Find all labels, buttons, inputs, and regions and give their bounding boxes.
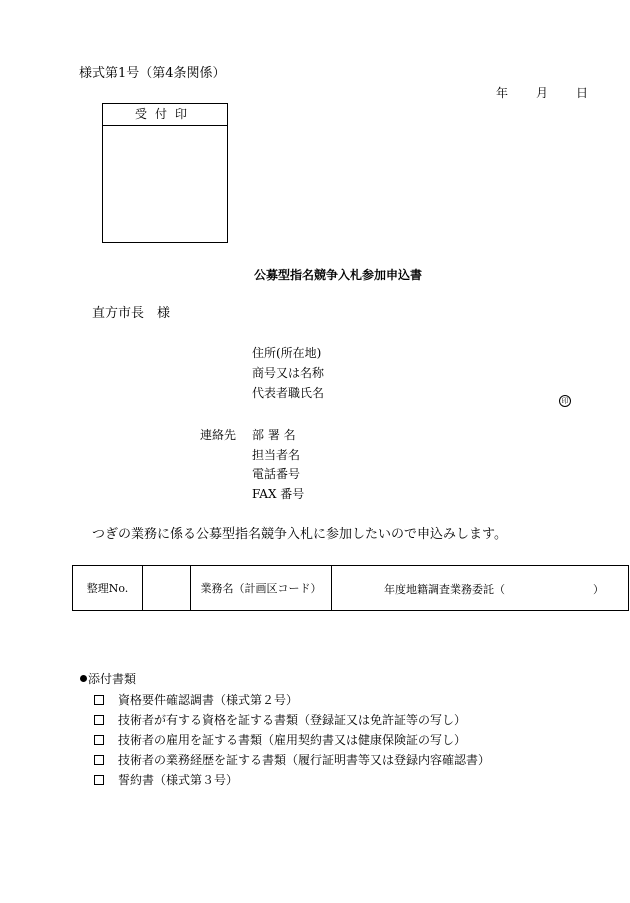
list-item — [94, 713, 466, 728]
work-name-value: 年度地籍調査業務委託（ — [384, 583, 505, 596]
reception-stamp-header: 受付印 — [103, 104, 227, 126]
representative-label: 代表者職氏名 — [252, 386, 325, 400]
form-number: 様式第1号（第4条関係） — [79, 66, 226, 81]
attachments-heading — [80, 672, 136, 687]
work-name-close-paren: ） — [593, 583, 604, 596]
attachment-label: 誓約書（様式第３号） — [118, 773, 239, 787]
attachment-label: 技術者が有する資格を証する書類（登録証又は免許証等の写し） — [118, 713, 467, 727]
checkbox-icon — [94, 775, 104, 785]
table-row — [73, 566, 629, 611]
list-item — [94, 753, 490, 768]
checkbox-icon — [94, 735, 104, 745]
attachment-label: 資格要件確認調書（様式第２号） — [118, 693, 299, 707]
list-item — [94, 693, 298, 708]
fax-label: FAX 番号 — [252, 487, 305, 501]
addressee: 直方市長 様 — [92, 306, 171, 321]
seal-mark-glyph: 印 — [559, 395, 571, 407]
id-value-cell — [143, 566, 191, 611]
job-table — [72, 565, 629, 611]
date-year-label: 年 — [496, 86, 509, 100]
list-item — [94, 733, 466, 748]
company-name-label: 商号又は名称 — [252, 366, 325, 380]
department-label: 部 署 名 — [252, 428, 296, 442]
checkbox-icon — [94, 715, 104, 725]
id-label-cell: 整理No. — [73, 566, 143, 611]
work-name-value-cell — [332, 566, 629, 611]
bullet-dot-icon — [80, 675, 87, 682]
attachment-label: 技術者の雇用を証する書類（雇用契約書又は健康保険証の写し） — [118, 733, 467, 747]
address-label: 住所(所在地) — [252, 346, 322, 360]
work-name-label-cell: 業務名（計画区コード） — [191, 566, 332, 611]
date-month-label: 月 — [536, 86, 549, 100]
attachments-heading-label: 添付書類 — [88, 672, 137, 686]
contact-heading: 連絡先 — [200, 428, 237, 442]
date-day-label: 日 — [576, 86, 589, 100]
list-item — [94, 773, 238, 788]
checkbox-icon — [94, 755, 104, 765]
application-statement: つぎの業務に係る公募型指名競争入札に参加したいので申込みします。 — [92, 527, 507, 542]
seal-mark — [559, 388, 571, 407]
person-in-charge-label: 担当者名 — [252, 448, 301, 462]
phone-label: 電話番号 — [252, 467, 301, 481]
reception-stamp-box — [102, 103, 228, 243]
checkbox-icon — [94, 695, 104, 705]
reception-stamp-area — [103, 126, 227, 242]
document-title: 公募型指名競争入札参加申込書 — [254, 268, 423, 282]
attachment-label: 技術者の業務経歴を証する書類（履行証明書等又は登録内容確認書） — [118, 753, 491, 767]
